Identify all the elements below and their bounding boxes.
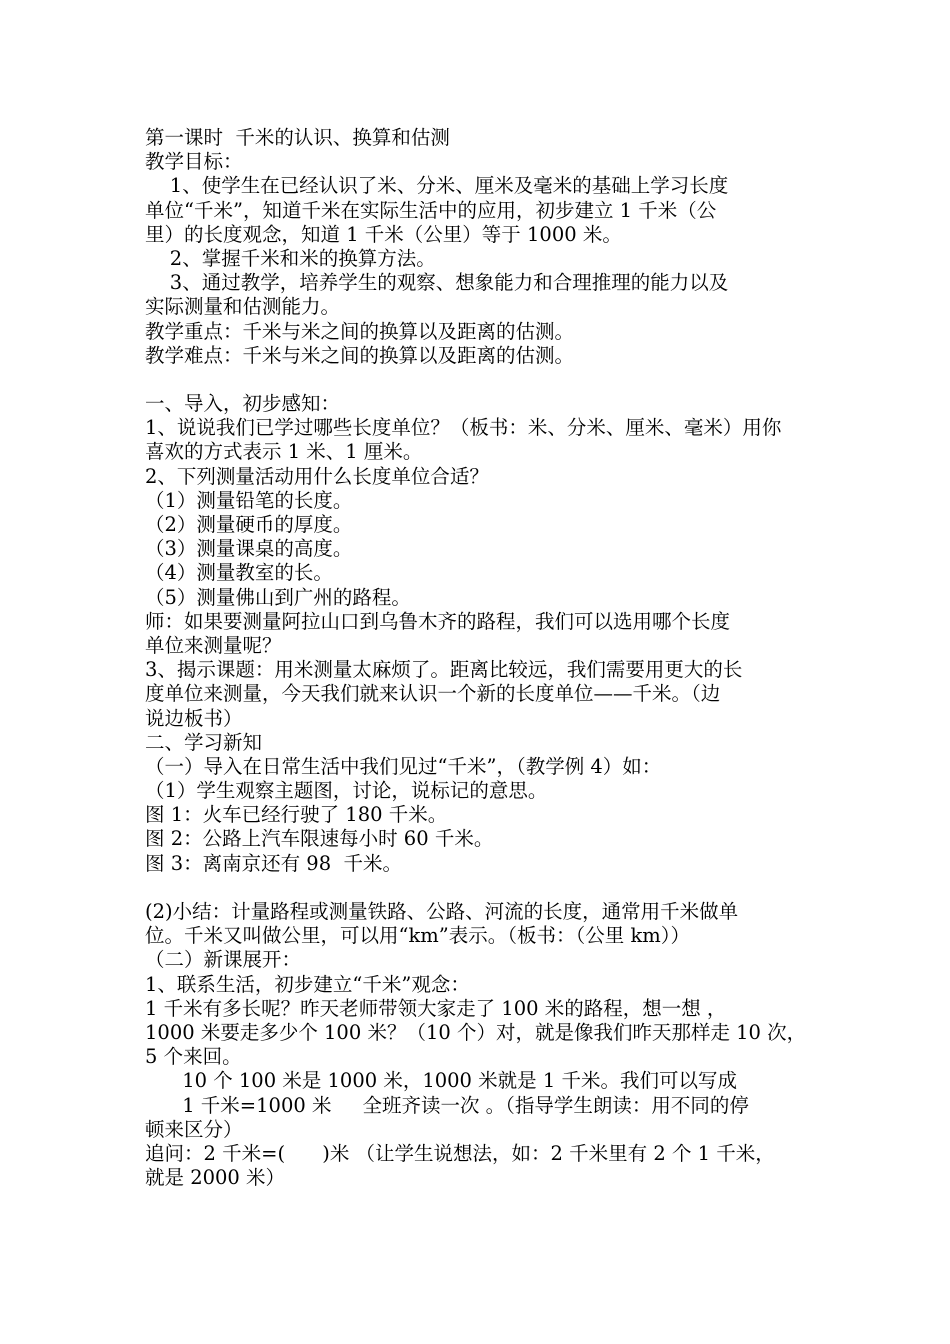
text-line: (2)小结：计量路程或测量铁路、公路、河流的长度，通常用千米做单 [145, 900, 739, 923]
text-line: 10 个 100 米是 1000 米，1000 米就是 1 千米。我们可以写成 [145, 1069, 737, 1093]
blank-line [145, 368, 825, 392]
text-line: 追问：2 千米=( )米 （让学生说想法，如：2 千米里有 2 个 1 千米， [145, 1141, 775, 1165]
text-line: （2）测量硬币的厚度。 [145, 513, 353, 536]
text-line: 3、揭示课题：用米测量太麻烦了。距离比较远，我们需要用更大的长 [145, 658, 743, 682]
text-line: （一）导入在日常生活中我们见过“千米”，（教学例 4）如： [145, 754, 662, 778]
text-line: 1 千米=1000 米 全班齐读一次 。（指导学生朗读：用不同的停 [145, 1093, 749, 1117]
text-line: 喜欢的方式表示 1 米、1 厘米。 [145, 440, 423, 464]
text-line: 教学目标： [145, 150, 243, 174]
text-line: 里）的长度观念，知道 1 千米（公里）等于 1000 米。 [145, 222, 622, 246]
text-line: 度单位来测量，今天我们就来认识一个新的长度单位——千米。（边 [145, 682, 721, 706]
text-line: 1、说说我们已学过哪些长度单位？（板书：米、分米、厘米、毫米）用你 [145, 416, 782, 440]
text-line: （5）测量佛山到广州的路程。 [145, 585, 411, 609]
text-line: 5 个来回。 [145, 1045, 242, 1069]
text-line: 1、联系生活，初步建立“千米”观念： [145, 972, 470, 996]
text-line: 师：如果要测量阿拉山口到乌鲁木齐的路程，我们可以选用哪个长度 [145, 609, 731, 633]
text-line: （4）测量教室的长。 [145, 561, 333, 585]
text-line: 单位来测量呢？ [145, 633, 282, 657]
text-line: （二）新课展开： [145, 948, 302, 972]
text-line: 二、学习新知 [145, 730, 263, 754]
text-line: （1）测量铅笔的长度。 [145, 488, 353, 512]
text-line: 1、使学生在已经认识了米、分米、厘米及毫米的基础上学习长度 [145, 174, 729, 198]
text-line: 实际测量和估测能力。 [145, 295, 341, 319]
document-lines [145, 150, 825, 1190]
text-line: 单位“千米”，知道千米在实际生活中的应用，初步建立 1 千米（公 [145, 198, 717, 222]
text-line: 就是 2000 米） [145, 1166, 286, 1190]
text-line: 位。千米又叫做公里，可以用“km”表示。（板书：（公里 km）） [145, 924, 691, 948]
text-line: 教学难点：千米与米之间的换算以及距离的估测。 [145, 343, 575, 367]
text-line: （1）学生观察主题图，讨论，说标记的意思。 [145, 779, 548, 803]
text-line: 教学重点：千米与米之间的换算以及距离的估测。 [145, 319, 575, 343]
text-line: 1 千米有多长呢？昨天老师带领大家走了 100 米的路程，想一想 ， [145, 996, 727, 1020]
text-line: 图 3：离南京还有 98 千米。 [145, 851, 403, 875]
text-line: （3）测量课桌的高度。 [145, 537, 353, 561]
text-line: 1000 米要走多少个 100 米？（10 个）对，就是像我们昨天那样走 10 次， [145, 1020, 807, 1044]
text-line: 图 2：公路上汽车限速每小时 60 千米。 [145, 827, 494, 851]
document-body [145, 126, 825, 1190]
lesson-title: 第一课时 千米的认识、换算和估测 [145, 126, 450, 149]
text-line: 一、导入，初步感知： [145, 392, 341, 416]
text-line: 2、掌握千米和米的换算方法。 [145, 246, 436, 270]
text-line: 顿来区分） [145, 1117, 243, 1141]
blank-line [145, 876, 825, 900]
text-line: 3、通过教学，培养学生的观察、想象能力和合理推理的能力以及 [145, 271, 729, 295]
text-line: 2、下列测量活动用什么长度单位合适？ [145, 464, 489, 488]
text-line: 说边板书） [145, 706, 243, 730]
text-line: 图 1：火车已经行驶了 180 千米。 [145, 803, 448, 827]
